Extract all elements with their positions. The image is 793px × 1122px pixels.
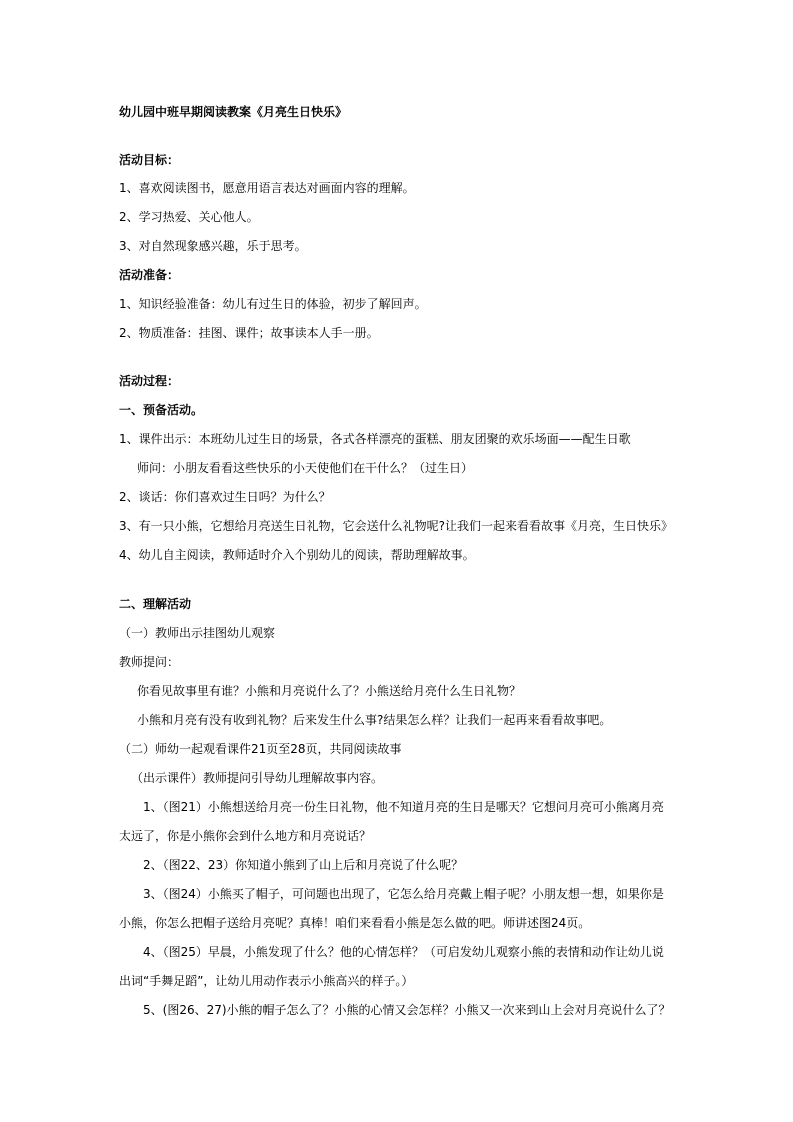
paragraph: 4、（图25）早晨，小熊发现了什么？他的心情怎样？（可启发幼儿观察小熊的表情和动作让幼儿说 — [143, 945, 664, 959]
paragraph: 小熊，你怎么把帽子送给月亮呢？真棒！咱们来看看小熊是怎么做的吧。师讲述图24页。 — [119, 916, 591, 930]
part1-heading: 一、预备活动。 — [119, 403, 204, 417]
paragraph: 小熊和月亮有没有收到礼物？后来发生什么事?结果怎么样？让我们一起再来看看故事吧。 — [137, 713, 612, 727]
document-title: 幼儿园中班早期阅读教案《月亮生日快乐》 — [119, 105, 348, 119]
paragraph: 出词“手舞足蹈”，让幼儿用动作表示小熊高兴的样子。） — [119, 974, 414, 988]
paragraph: 你看见故事里有谁？小熊和月亮说什么了？小熊送给月亮什么生日礼物？ — [137, 684, 522, 698]
goal-item: 1、喜欢阅读图书，愿意用语言表达对画面内容的理解。 — [119, 181, 415, 195]
paragraph: 2、谈话：你们喜欢过生日吗？为什么？ — [119, 490, 331, 504]
paragraph: 2、（图22、23）你知道小熊到了山上后和月亮说了什么呢？ — [143, 858, 464, 872]
goals-heading: 活动目标： — [119, 153, 180, 167]
paragraph: 1、课件出示：本班幼儿过生日的场景，各式各样漂亮的蛋糕、朋友团聚的欢乐场面——配生日歌 — [119, 432, 631, 446]
paragraph: 3、（图24）小熊买了帽子，可问题也出现了，它怎么给月亮戴上帽子呢？小朋友想一想，如果你是 — [143, 887, 664, 901]
prep-heading: 活动准备： — [119, 268, 180, 282]
paragraph: （二）师幼一起观看课件21页至28页，共同阅读故事 — [119, 742, 402, 756]
paragraph: （一）教师出示挂图幼儿观察 — [119, 626, 276, 640]
paragraph: 3、有一只小熊，它想给月亮送生日礼物，它会送什么礼物呢?让我们一起来看看故事《月亮，生日快乐》 — [119, 519, 674, 533]
goal-item: 3、对自然现象感兴趣，乐于思考。 — [119, 239, 307, 253]
paragraph: 师问：小朋友看看这些快乐的小天使他们在干什么？（过生日） — [137, 461, 474, 475]
goal-item: 2、学习热爱、关心他人。 — [119, 210, 259, 224]
paragraph: 5、(图26、27)小熊的帽子怎么了？小熊的心情又会怎样？小熊又一次来到山上会对月亮说什么了？ — [143, 1003, 671, 1017]
prep-item: 2、物质准备：挂图、课件；故事读本人手一册。 — [119, 326, 379, 340]
process-heading: 活动过程： — [119, 374, 180, 388]
paragraph: （出示课件）教师提问引导幼儿理解故事内容。 — [131, 771, 384, 785]
paragraph: 太远了，你是小熊你会到什么地方和月亮说话？ — [119, 829, 372, 843]
part2-heading: 二、理解活动 — [119, 597, 192, 611]
prep-item: 1、知识经验准备：幼儿有过生日的体验，初步了解回声。 — [119, 297, 427, 311]
paragraph: 教师提问： — [119, 655, 180, 669]
paragraph: 4、幼儿自主阅读，教师适时介入个别幼儿的阅读，帮助理解故事。 — [119, 548, 475, 562]
paragraph: 1、（图21）小熊想送给月亮一份生日礼物，他不知道月亮的生日是哪天？它想问月亮可小熊离月亮 — [143, 800, 664, 814]
